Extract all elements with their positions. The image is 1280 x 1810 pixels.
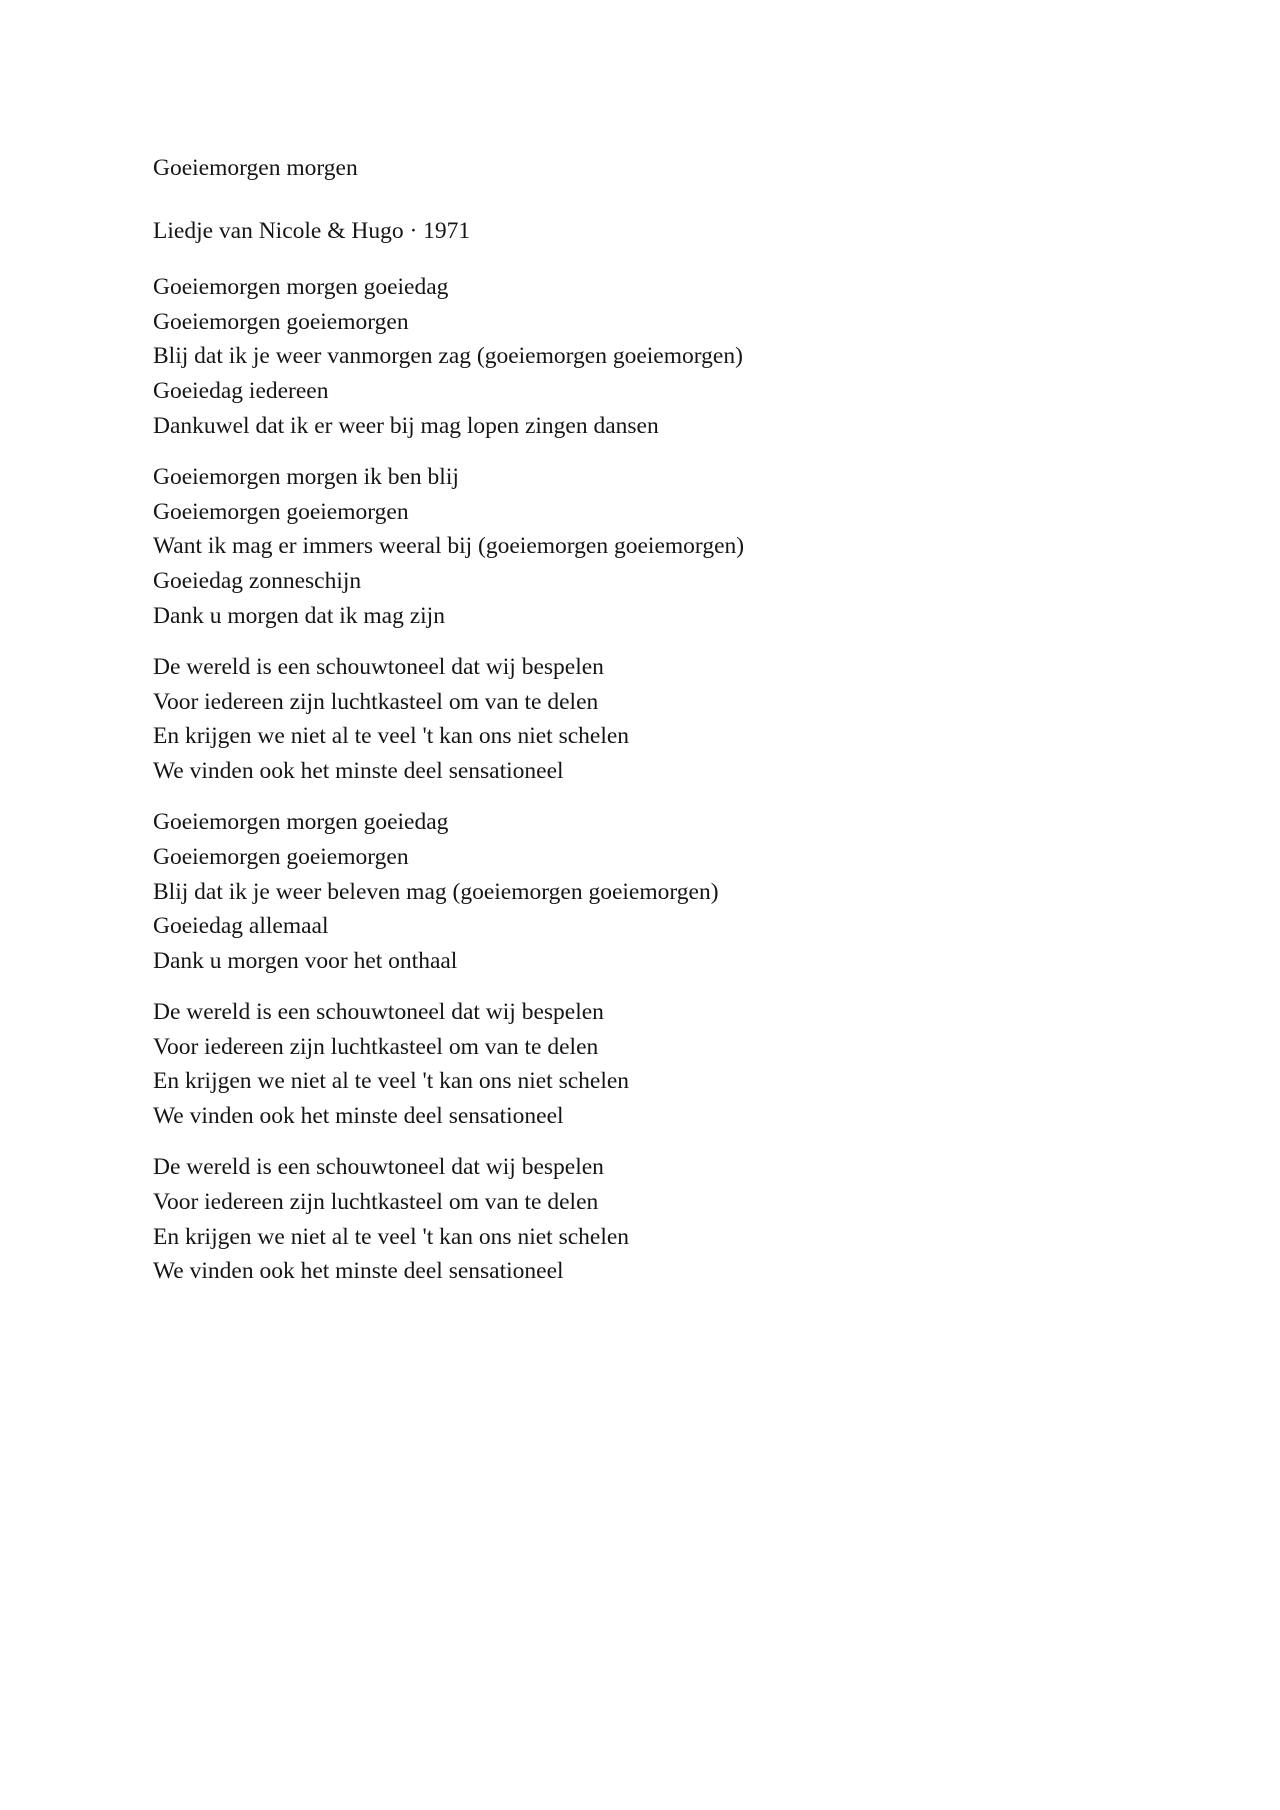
lyric-line: Want ik mag er immers weeral bij (goeiemorgen goeiemorgen) [153,533,745,560]
lyric-line: Goeiemorgen morgen goeiedag [153,274,449,300]
lyric-line: Dank u morgen voor het onthaal [153,947,458,974]
lyric-line: We vinden ook het minste deel sensationeel [153,1258,564,1285]
song-subtitle: Liedje van Nicole & Hugo · 1971 [153,218,471,244]
lyric-line: Goeiemorgen goeiemorgen [153,843,409,870]
lyric-line: Goeiedag zonneschijn [153,568,362,594]
lyric-line: En krijgen we niet al te veel 't kan ons niet schelen [153,723,630,750]
lyric-line: Goeiedag allemaal [153,913,329,940]
lyric-line: De wereld is een schouwtoneel dat wij bespelen [153,1154,604,1181]
lyric-line: Goeiemorgen morgen ik ben blij [153,463,459,490]
lyric-line: Voor iedereen zijn luchtkasteel om van te delen [153,1189,599,1215]
lyric-line: En krijgen we niet al te veel 't kan ons niet schelen [153,1068,630,1095]
lyric-line: Voor iedereen zijn luchtkasteel om van te delen [153,688,599,715]
lyric-line: We vinden ook het minste deel sensationeel [153,1103,564,1130]
lyric-line: En krijgen we niet al te veel 't kan ons niet schelen [153,1223,630,1250]
lyric-line: Goeiemorgen goeiemorgen [153,308,409,335]
song-title: Goeiemorgen morgen [153,155,358,181]
lyric-line: Goeiemorgen goeiemorgen [153,498,409,525]
lyric-line: Blij dat ik je weer beleven mag (goeiemorgen goeiemorgen) [153,878,719,905]
lyric-line: Dankuwel dat ik er weer bij mag lopen zingen dansen [153,412,659,439]
lyric-line: Voor iedereen zijn luchtkasteel om van te delen [153,1033,599,1060]
stanza-3 [153,650,744,789]
lyrics [153,270,744,1306]
stanza-4 [153,805,744,978]
stanza-2 [153,460,744,633]
lyric-line: Blij dat ik je weer vanmorgen zag (goeiemorgen goeiemorgen) [153,343,743,370]
stanza-6 [153,1150,744,1289]
stanza-1 [153,270,744,443]
lyric-line: Dank u morgen dat ik mag zijn [153,602,445,629]
lyric-line: De wereld is een schouwtoneel dat wij bespelen [153,653,604,680]
lyric-line: We vinden ook het minste deel sensationeel [153,757,564,784]
lyric-line: Goeiemorgen morgen goeiedag [153,809,449,836]
lyric-line: De wereld is een schouwtoneel dat wij bespelen [153,999,604,1026]
stanza-5 [153,995,744,1134]
lyric-line: Goeiedag iedereen [153,378,329,405]
